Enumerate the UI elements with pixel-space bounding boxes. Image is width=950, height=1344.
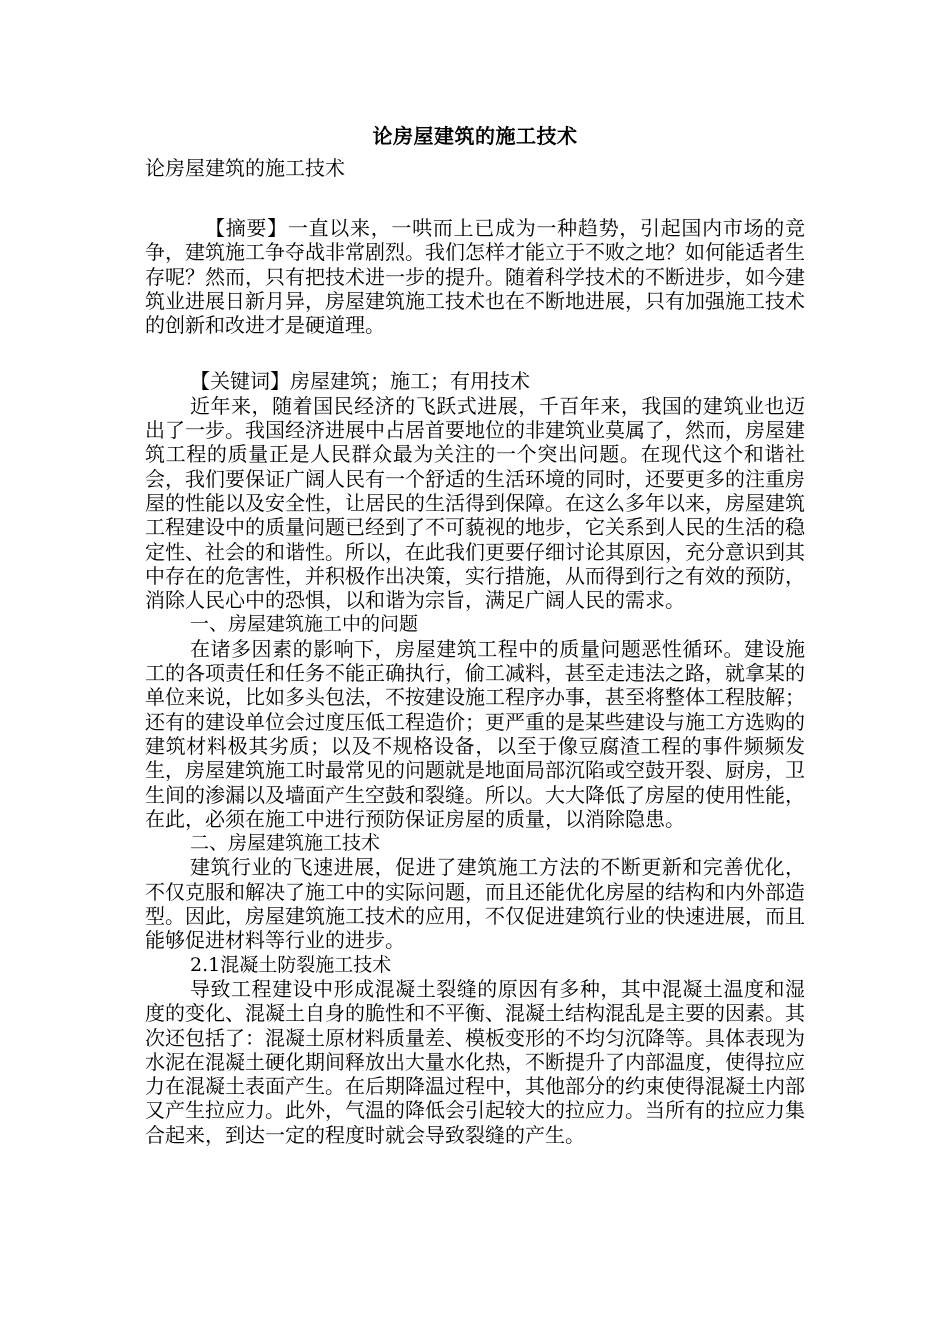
document-subtitle: 论房屋建筑的施工技术: [145, 156, 345, 180]
section-1-heading: 一、房屋建筑施工中的问题: [190, 613, 419, 636]
section-2-heading: 二、房屋建筑施工技术: [190, 832, 381, 855]
spacer: [145, 184, 805, 216]
spacer: [145, 337, 805, 369]
document-title: 论房屋建筑的施工技术: [372, 124, 578, 148]
section-2-1-heading: 2.1混凝土防裂施工技术: [190, 953, 392, 976]
section-2-1-paragraph: 导致工程建设中形成混凝土裂缝的原因有多种，其中混凝土温度和湿度的变化、混凝土自身的脆性和不平衡、混凝土结构混乱是主要的因素。其次还包括了：混凝土原材料质量差、模板变形的不均匀沉降等。具体表现为水泥在混凝土硬化期间释放出大量水化热，不断提升了内部温度，使得拉应力在混凝土表面产生。在后期降温过程中，其他部分的约束使得混凝土内部又产生拉应力。此外，气温的降低会引起较大的拉应力。当所有的拉应力集合起来，到达一定的程度时就会导致裂缝的产生。: [145, 976, 805, 1147]
section-2-paragraph: 建筑行业的飞速进展，促进了建筑施工方法的不断更新和完善优化，不仅克服和解决了施工中的实际问题，而且还能优化房屋的结构和内外部造型。因此，房屋建筑施工技术的应用，不仅促进建筑行业的快速进展，而且能够促进材料等行业的进步。: [145, 855, 805, 953]
section-1-paragraph: 在诸多因素的影响下，房屋建筑工程中的质量问题恶性循环。建设施工的各项责任和任务不能正确执行，偷工减料，甚至走违法之路，就拿某的单位来说，比如多头包法，不按建设施工程序办事，甚至将整体工程肢解；还有的建设单位会过度压低工程造价；更严重的是某些建设与施工方选购的建筑材料极其劣质；以及不规格设备，以至于像豆腐渣工程的事件频频发生，房屋建筑施工时最常见的问题就是地面局部沉陷或空鼓开裂、厨房，卫生间的渗漏以及墙面产生空鼓和裂缝。所以。大大降低了房屋的使用性能，在此，必须在施工中进行预防保证房屋的质量，以消除隐患。: [145, 636, 805, 831]
keywords-line: 【关键词】房屋建筑；施工；有用技术: [190, 369, 530, 394]
intro-paragraph: 近年来，随着国民经济的飞跃式进展，千百年来，我国的建筑业也迈出了一步。我国经济进展中占居首要地位的非建筑业莫属了，然而，房屋建筑工程的质量正是人民群众最为关注的一个突出问题。在现代这个和谐社会，我们要保证广阔人民有一个舒适的生活环境的同时，还要更多的注重房屋的性能以及安全性，让居民的生活得到保障。在这么多年以来，房屋建筑工程建设中的质量问题已经到了不可藐视的地步，它关系到人民的生活的稳定性、社会的和谐性。所以，在此我们更要仔细讨论其原因，充分意识到其中存在的危害性，并积极作出决策，实行措施，从而得到行之有效的预防，消除人民心中的恐惧，以和谐为宗旨，满足广阔人民的需求。: [145, 393, 805, 613]
abstract-paragraph: 【摘要】一直以来，一哄而上已成为一种趋势，引起国内市场的竞争，建筑施工争夺战非常剧烈。我们怎样才能立于不败之地？如何能适者生存呢？然而，只有把技术进一步的提升。随着科学技术的不断进步，如今建筑业进展日新月异，房屋建筑施工技术也在不断地进展，只有加强施工技术的创新和改进才是硬道理。: [145, 216, 805, 338]
document-page: [145, 120, 805, 1147]
